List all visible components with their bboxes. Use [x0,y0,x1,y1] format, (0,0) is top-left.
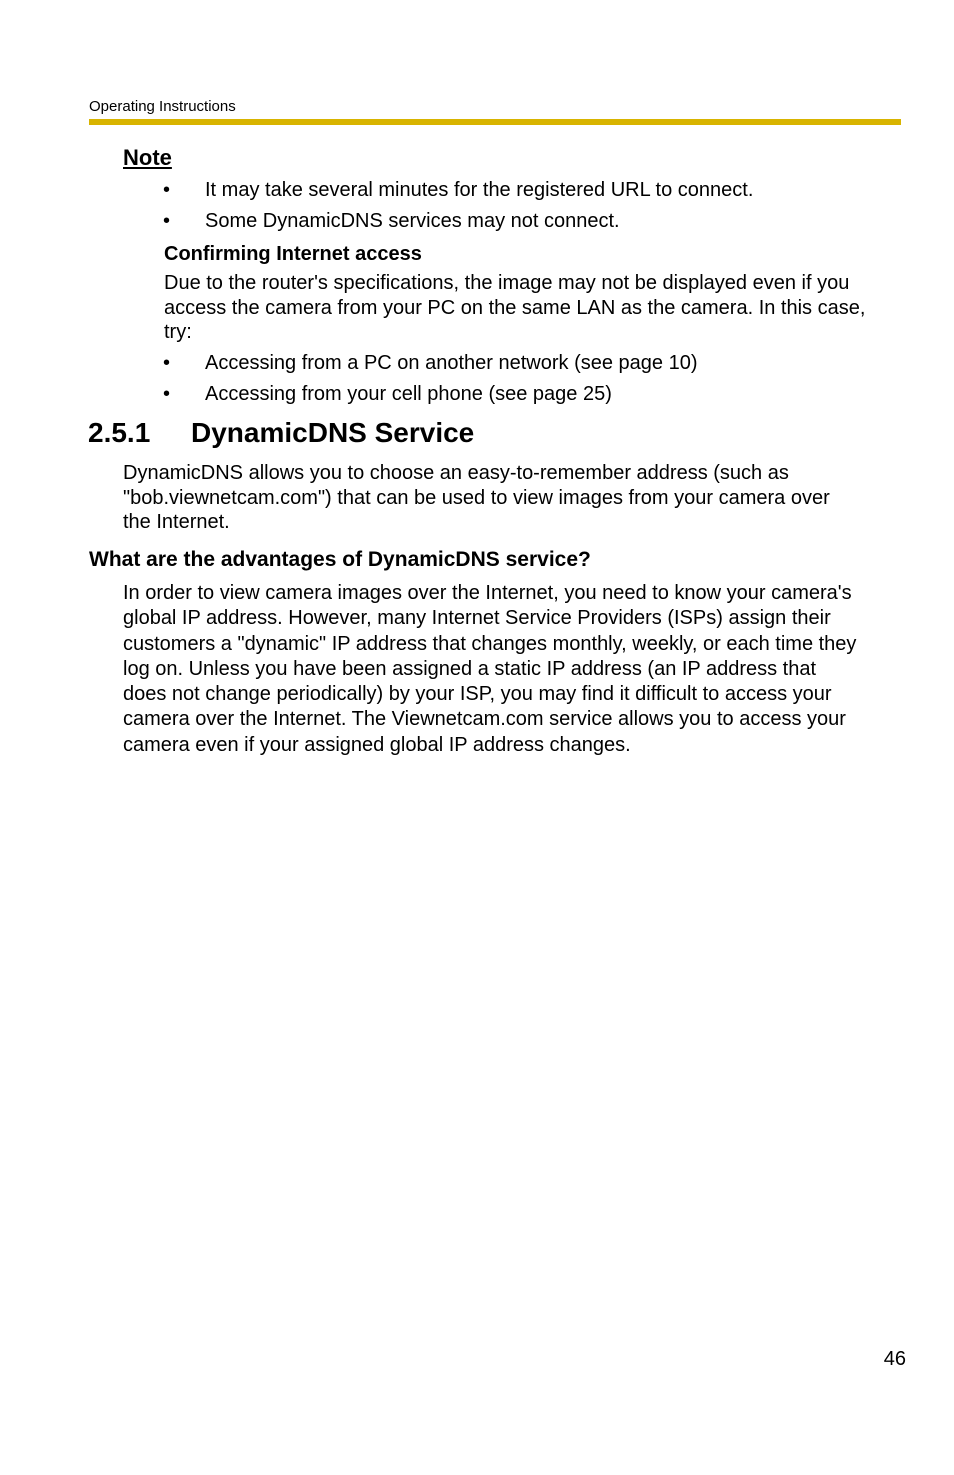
note-paragraph [164,271,865,345]
paragraph-line: log on. Unless you have been assigned a static IP address (an IP address that [123,657,817,680]
paragraph-line: customers a "dynamic" IP address that changes monthly, weekly, or each time they [123,632,857,655]
section-title: DynamicDNS Service [191,417,475,448]
paragraph-line: does not change periodically) by your ISP, you may find it difficult to access your [123,683,832,706]
paragraph-line: global IP address. However, many Internet Service Providers (ISPs) assign their [123,607,831,630]
running-header-title: Operating Instructions [89,98,236,115]
paragraph-line: Due to the router's specifications, the image may not be displayed even if you [164,272,850,294]
note-title: Note [123,145,172,170]
bullet-icon: • [163,210,171,232]
try-bullet-text: Accessing from a PC on another network (see page 10) [205,352,698,374]
paragraph-line: the Internet. [123,511,230,534]
advantages-paragraph [123,581,856,758]
paragraph-line: access the camera from your PC on the same LAN as the camera. In this case, [164,296,866,319]
bullet-icon: • [163,383,171,405]
note-subheading: Confirming Internet access [164,243,422,265]
note-bullet-text: Some DynamicDNS services may not connect. [205,210,620,232]
section-heading [88,415,474,451]
bullet-icon: • [163,179,171,201]
paragraph-line: "bob.viewnetcam.com") that can be used to view images from your camera over [123,486,830,509]
header-rule [89,119,901,125]
paragraph-line: try: [164,321,192,344]
try-bullet-text: Accessing from your cell phone (see page 25) [205,383,612,405]
section-number: 2.5.1 [88,417,151,448]
paragraph-line: camera over the Internet. The Viewnetcam.com service allows you to access your [123,708,846,731]
page-number: 46 [883,1348,906,1370]
advantages-heading: What are the advantages of DynamicDNS service? [89,548,591,571]
paragraph-line: DynamicDNS allows you to choose an easy-to-remember address (such as [123,462,789,484]
paragraph-line: In order to view camera images over the Internet, you need to know your camera's [123,582,852,604]
bullet-icon: • [163,352,171,374]
section-intro-paragraph [123,461,830,535]
note-bullet-text: It may take several minutes for the registered URL to connect. [205,179,754,201]
paragraph-line: camera even if your assigned global IP address changes. [123,733,631,756]
